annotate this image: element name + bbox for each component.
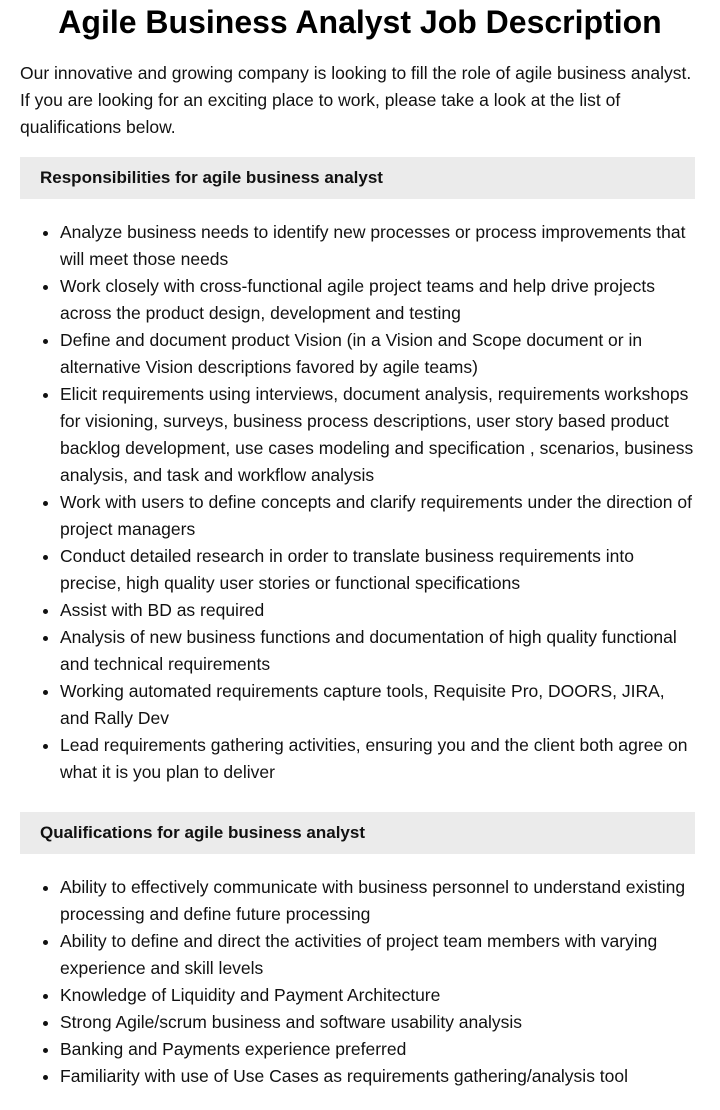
page-title: Agile Business Analyst Job Description [58, 4, 662, 40]
list-item: • Define and document product Vision (in a Vision and Scope document or in alternative Vision descriptions favored by agile teams) [60, 327, 695, 381]
list-item: • Work closely with cross-functional agile project teams and help drive projects across the product design, development and testing [60, 273, 695, 327]
list-item: • Strong Agile/scrum business and software usability analysis [60, 1009, 695, 1036]
responsibilities-list [20, 219, 695, 786]
list-item: • Ability to effectively communicate with business personnel to understand existing processing and define future processing [60, 874, 695, 928]
list-item: • Assist with BD as required [60, 597, 695, 624]
responsibilities-heading: Responsibilities for agile business analyst [20, 157, 695, 199]
list-item: • Banking and Payments experience preferred [60, 1036, 695, 1063]
list-item: • Knowledge of Liquidity and Payment Architecture [60, 982, 695, 1009]
list-item: • Analyze business needs to identify new processes or process improvements that will meet those needs [60, 219, 695, 273]
list-item: • Work with users to define concepts and clarify requirements under the direction of project managers [60, 489, 695, 543]
list-item: • Lead requirements gathering activities, ensuring you and the client both agree on what it is you plan to deliver [60, 732, 695, 786]
list-item: • Ability to define and direct the activities of project team members with varying experience and skill levels [60, 928, 695, 982]
qualifications-heading: Qualifications for agile business analyst [20, 812, 695, 854]
list-item: • Conduct detailed research in order to translate business requirements into precise, high quality user stories or functional specifications [60, 543, 695, 597]
list-item: • Working automated requirements capture tools, Requisite Pro, DOORS, JIRA, and Rally Dev [60, 678, 695, 732]
list-item: • Analysis of new business functions and documentation of high quality functional and technical requirements [60, 624, 695, 678]
list-item: • Elicit requirements using interviews, document analysis, requirements workshops for visioning, surveys, business process descriptions, user story based product backlog development, use cases modeling and specification , scenarios, business analysis, and task and workflow analysis [60, 381, 695, 489]
intro-paragraph: Our innovative and growing company is looking to fill the role of agile business analyst. If you are looking for an exciting place to work, please take a look at the list of qualifications below. [20, 63, 692, 137]
list-item: • Familiarity with use of Use Cases as requirements gathering/analysis tool [60, 1063, 695, 1090]
qualifications-list [20, 874, 695, 1090]
